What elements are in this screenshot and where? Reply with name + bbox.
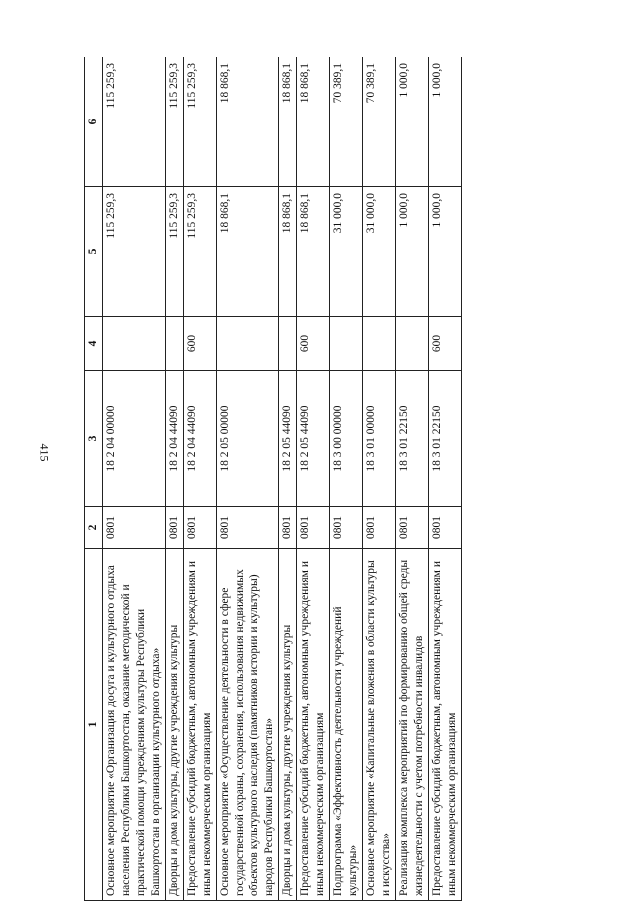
row-target-code: 18 3 00 00000 <box>330 371 363 507</box>
row-section-code: 0801 <box>330 507 363 549</box>
row-name: Подпрограмма «Эффективность деятельности учреждений культуры» <box>330 549 363 901</box>
header-cell: 3 <box>85 371 103 507</box>
header-cell: 1 <box>85 549 103 901</box>
row-amount-1: 31 000,0 <box>330 187 363 317</box>
row-expense-type <box>103 317 166 371</box>
row-name: Основное мероприятие «Капитальные вложения в области культуры и искусства» <box>363 549 396 901</box>
row-amount-2: 70 389,1 <box>363 57 396 187</box>
row-amount-2: 18 868,1 <box>279 57 297 187</box>
row-name: Основное мероприятие «Организация досуга и культурного отдыха населения Республики Башкортостан, оказание методической и практической помощи учреждениям культуры Республики Башкортостан в организации культурного отдыха» <box>103 549 166 901</box>
row-name: Предоставление субсидий бюджетным, автономным учреждениям и иным некоммерческим организациям <box>297 549 330 901</box>
row-target-code: 18 2 05 44090 <box>279 371 297 507</box>
row-section-code: 0801 <box>216 507 279 549</box>
row-section-code: 0801 <box>297 507 330 549</box>
row-section-code: 0801 <box>103 507 166 549</box>
row-amount-2: 18 868,1 <box>297 57 330 187</box>
row-name: Основное мероприятие «Осуществление деятельности в сфере государственной охраны, сохранения, использования недвижимых объектов культурного наследия (памятников истории и культуры) народов Республики Башкортостан» <box>216 549 279 901</box>
table-row <box>330 57 363 901</box>
row-target-code: 18 3 01 00000 <box>363 371 396 507</box>
row-section-code: 0801 <box>165 507 183 549</box>
row-amount-1: 18 868,1 <box>216 187 279 317</box>
row-target-code: 18 2 04 44090 <box>183 371 216 507</box>
row-name: Дворцы и дома культуры, другие учреждения культуры <box>279 549 297 901</box>
table-row <box>279 57 297 901</box>
row-amount-2: 115 259,3 <box>165 57 183 187</box>
budget-table <box>84 57 462 901</box>
table-row <box>395 57 428 901</box>
row-section-code: 0801 <box>363 507 396 549</box>
row-name: Предоставление субсидий бюджетным, автономным учреждениям и иным некоммерческим организациям <box>428 549 461 901</box>
header-cell: 2 <box>85 507 103 549</box>
table-row <box>363 57 396 901</box>
row-target-code: 18 3 01 22150 <box>395 371 428 507</box>
row-expense-type <box>395 317 428 371</box>
row-amount-2: 1 000,0 <box>428 57 461 187</box>
header-cell: 6 <box>85 57 103 187</box>
table-area <box>84 57 572 901</box>
row-target-code: 18 2 04 44090 <box>165 371 183 507</box>
row-target-code: 18 2 04 00000 <box>103 371 166 507</box>
row-expense-type <box>165 317 183 371</box>
row-amount-1: 115 259,3 <box>165 187 183 317</box>
table-row <box>297 57 330 901</box>
row-amount-2: 18 868,1 <box>216 57 279 187</box>
row-amount-2: 70 389,1 <box>330 57 363 187</box>
row-section-code: 0801 <box>279 507 297 549</box>
row-target-code: 18 2 05 44090 <box>297 371 330 507</box>
row-amount-1: 115 259,3 <box>103 187 166 317</box>
row-section-code: 0801 <box>183 507 216 549</box>
row-amount-1: 18 868,1 <box>279 187 297 317</box>
header-row <box>85 57 103 901</box>
row-section-code: 0801 <box>428 507 461 549</box>
page-number <box>24 0 64 905</box>
row-name: Реализация комплекса мероприятий по формированию общей среды жизнедеятельности с учетом потребности инвалидов <box>395 549 428 901</box>
table-row <box>183 57 216 901</box>
row-target-code: 18 2 05 00000 <box>216 371 279 507</box>
row-name: Предоставление субсидий бюджетным, автономным учреждениям и иным некоммерческим организациям <box>183 549 216 901</box>
row-expense-type: 600 <box>297 317 330 371</box>
row-name: Дворцы и дома культуры, другие учреждения культуры <box>165 549 183 901</box>
header-cell: 4 <box>85 317 103 371</box>
row-amount-1: 1 000,0 <box>395 187 428 317</box>
row-amount-1: 31 000,0 <box>363 187 396 317</box>
row-amount-1: 115 259,3 <box>183 187 216 317</box>
row-target-code: 18 3 01 22150 <box>428 371 461 507</box>
row-expense-type: 600 <box>183 317 216 371</box>
row-expense-type <box>330 317 363 371</box>
table-row <box>165 57 183 901</box>
row-expense-type: 600 <box>428 317 461 371</box>
row-amount-2: 115 259,3 <box>183 57 216 187</box>
row-amount-2: 1 000,0 <box>395 57 428 187</box>
table-row <box>428 57 461 901</box>
row-amount-1: 18 868,1 <box>297 187 330 317</box>
row-amount-1: 1 000,0 <box>428 187 461 317</box>
rotated-table-container <box>84 57 572 901</box>
table-row <box>216 57 279 901</box>
row-expense-type <box>279 317 297 371</box>
header-cell: 5 <box>85 187 103 317</box>
row-section-code: 0801 <box>395 507 428 549</box>
row-amount-2: 115 259,3 <box>103 57 166 187</box>
table-row <box>103 57 166 901</box>
row-expense-type <box>216 317 279 371</box>
row-expense-type <box>363 317 396 371</box>
page-number-text: 415 <box>37 443 52 462</box>
